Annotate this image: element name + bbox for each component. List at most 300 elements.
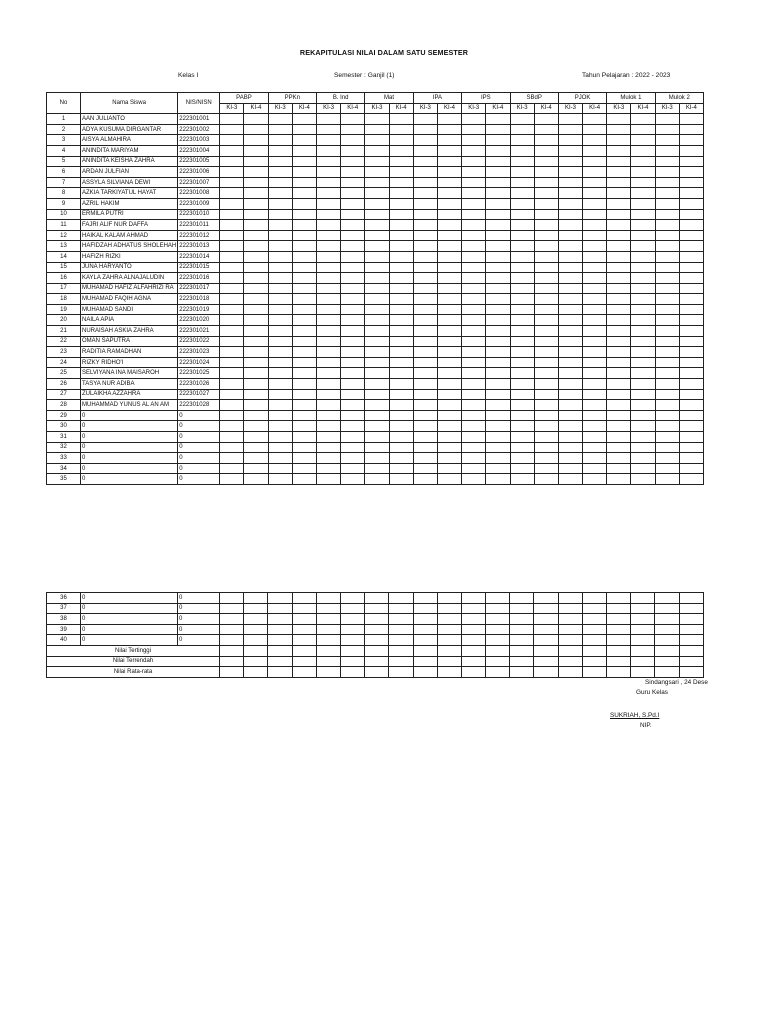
grade-cell: [413, 389, 437, 400]
grade-cell: [655, 432, 679, 443]
student-name: 0: [81, 421, 178, 432]
grade-cell: [510, 283, 534, 294]
grade-cell: [220, 188, 244, 199]
grade-cell: [558, 463, 582, 474]
student-row: [47, 294, 704, 305]
grade-cell: [389, 421, 413, 432]
grade-cell: [558, 167, 582, 178]
grade-cell: [340, 624, 364, 635]
grade-cell: [244, 357, 268, 368]
grade-cell: [655, 198, 679, 209]
student-no: 28: [47, 400, 81, 411]
grade-cell: [317, 400, 341, 411]
grade-cell: [220, 432, 244, 443]
grade-cell: [268, 368, 292, 379]
grade-cell: [317, 145, 341, 156]
grade-cell: [437, 421, 461, 432]
grade-cell: [607, 135, 631, 146]
grade-cell: [292, 421, 316, 432]
grade-cell: [292, 220, 316, 231]
header-subject: B. Ind: [317, 93, 365, 104]
grade-cell: [292, 379, 316, 390]
grade-cell: [389, 167, 413, 178]
grade-cell: [341, 283, 365, 294]
grade-cell: [486, 241, 510, 252]
student-no: 36: [47, 593, 81, 604]
grade-cell: [268, 603, 292, 614]
grade-cell: [631, 315, 655, 326]
grade-cell: [631, 251, 655, 262]
grade-cell: [462, 262, 486, 273]
grade-cell: [220, 410, 244, 421]
grade-cell: [437, 220, 461, 231]
grade-cell: [365, 167, 389, 178]
grade-cell: [292, 114, 316, 125]
grade-cell: [679, 315, 703, 326]
student-name: HAFIDZAH ADHATUS SHOLEHAH: [81, 241, 178, 252]
header-ki3: KI-3: [268, 103, 292, 114]
grade-cell: [365, 421, 389, 432]
grade-cell: [317, 326, 341, 337]
grade-cell: [437, 667, 461, 678]
grade-cell: [679, 400, 703, 411]
grade-cell: [486, 432, 510, 443]
grade-cell: [462, 283, 486, 294]
grade-cell: [220, 442, 244, 453]
grade-cell: [316, 635, 340, 646]
grade-cell: [341, 241, 365, 252]
grade-cell: [607, 656, 631, 667]
student-name: ZULAIKHA AZZAHRA: [81, 389, 178, 400]
grade-cell: [365, 453, 389, 464]
grade-cell: [510, 114, 534, 125]
grade-cell: [389, 474, 413, 485]
grade-cell: [244, 188, 268, 199]
grade-cell: [365, 273, 389, 284]
grade-cell: [413, 135, 437, 146]
grade-cell: [365, 442, 389, 453]
grade-cell: [317, 135, 341, 146]
student-row: [47, 400, 704, 411]
student-row: [47, 251, 704, 262]
grade-cell: [462, 432, 486, 443]
grade-cell: [655, 624, 679, 635]
grade-cell: [365, 635, 389, 646]
grade-cell: [510, 421, 534, 432]
header-subject: Mulok 2: [655, 93, 703, 104]
grade-cell: [510, 656, 534, 667]
grade-cell: [583, 442, 607, 453]
grade-cell: [583, 156, 607, 167]
student-no: 22: [47, 336, 81, 347]
grade-cell: [582, 624, 606, 635]
student-name: NAILA APIA: [81, 315, 178, 326]
student-row: [47, 635, 704, 646]
student-name: 0: [81, 453, 178, 464]
grade-cell: [679, 379, 703, 390]
student-no: 20: [47, 315, 81, 326]
summary-row: [47, 667, 704, 678]
grade-cell: [534, 656, 558, 667]
grade-cell: [389, 304, 413, 315]
grade-cell: [268, 645, 292, 656]
grade-cell: [679, 421, 703, 432]
student-no: 34: [47, 463, 81, 474]
grade-cell: [268, 209, 292, 220]
grade-cell: [413, 432, 437, 443]
grade-cell: [413, 667, 437, 678]
grade-cell: [413, 177, 437, 188]
grade-cell: [292, 124, 316, 135]
grade-cell: [679, 124, 703, 135]
student-name: 0: [81, 624, 178, 635]
grade-cell: [437, 209, 461, 220]
grade-cell: [317, 410, 341, 421]
grade-cell: [558, 635, 582, 646]
grade-cell: [268, 220, 292, 231]
grade-cell: [389, 283, 413, 294]
grade-cell: [679, 177, 703, 188]
student-name: RIZKY RIDHO'I: [81, 357, 178, 368]
grade-cell: [292, 593, 316, 604]
grade-cell: [220, 220, 244, 231]
grade-cell: [220, 241, 244, 252]
grade-cell: [292, 241, 316, 252]
grade-cell: [389, 400, 413, 411]
grade-cell: [486, 156, 510, 167]
grade-cell: [365, 283, 389, 294]
grade-cell: [437, 326, 461, 337]
grade-cell: [365, 262, 389, 273]
grade-cell: [583, 135, 607, 146]
student-no: 18: [47, 294, 81, 305]
grade-cell: [679, 614, 703, 625]
grade-cell: [268, 400, 292, 411]
header-subject: IPS: [462, 93, 510, 104]
grade-cell: [679, 368, 703, 379]
grade-cell: [679, 593, 703, 604]
grade-cell: [462, 273, 486, 284]
grade-cell: [341, 294, 365, 305]
student-nis: 222301015: [178, 262, 220, 273]
grade-cell: [486, 209, 510, 220]
grade-cell: [510, 198, 534, 209]
grade-cell: [607, 614, 631, 625]
grade-cell: [413, 379, 437, 390]
student-nis: 222301013: [178, 241, 220, 252]
student-row: [47, 156, 704, 167]
grade-cell: [510, 304, 534, 315]
grade-cell: [607, 230, 631, 241]
grade-cell: [317, 442, 341, 453]
grade-cell: [655, 241, 679, 252]
grade-cell: [655, 262, 679, 273]
grade-cell: [292, 400, 316, 411]
grade-cell: [582, 645, 606, 656]
grade-cell: [462, 442, 486, 453]
grade-cell: [340, 593, 364, 604]
grade-cell: [365, 593, 389, 604]
grade-cell: [583, 432, 607, 443]
grade-cell: [317, 368, 341, 379]
student-nis: 222301006: [178, 167, 220, 178]
grade-cell: [220, 177, 244, 188]
student-name: RADITIA RAMADHAN: [81, 347, 178, 358]
grade-cell: [389, 357, 413, 368]
grade-cell: [341, 251, 365, 262]
grade-cell: [558, 656, 582, 667]
grade-cell: [317, 209, 341, 220]
grade-cell: [534, 336, 558, 347]
student-row: [47, 188, 704, 199]
grade-cell: [365, 400, 389, 411]
grade-cell: [486, 124, 510, 135]
student-no: 16: [47, 273, 81, 284]
student-row: [47, 463, 704, 474]
grade-cell: [244, 389, 268, 400]
grade-cell: [631, 198, 655, 209]
student-no: 2: [47, 124, 81, 135]
grade-cell: [510, 389, 534, 400]
grade-cell: [607, 410, 631, 421]
grade-cell: [437, 262, 461, 273]
grade-cell: [462, 220, 486, 231]
grade-cell: [292, 656, 316, 667]
grade-cell: [437, 347, 461, 358]
grade-cell: [486, 273, 510, 284]
grade-cell: [679, 156, 703, 167]
signature-role: Guru Kelas: [636, 689, 668, 696]
student-row: [47, 315, 704, 326]
grade-cell: [389, 603, 413, 614]
student-row: [47, 410, 704, 421]
grade-cell: [679, 304, 703, 315]
grade-cell: [631, 379, 655, 390]
grade-cell: [365, 209, 389, 220]
grade-cell: [607, 294, 631, 305]
grade-cell: [534, 251, 558, 262]
grade-cell: [583, 421, 607, 432]
grade-cell: [389, 442, 413, 453]
signature-nip: NIP.: [640, 722, 652, 729]
grade-cell: [510, 262, 534, 273]
grade-cell: [583, 198, 607, 209]
grade-cell: [220, 167, 244, 178]
grade-cell: [655, 645, 679, 656]
grade-cell: [558, 124, 582, 135]
summary-row: [47, 656, 704, 667]
grade-cell: [341, 368, 365, 379]
grade-cell: [341, 198, 365, 209]
grade-cell: [437, 614, 461, 625]
header-student-name: Nama Siswa: [81, 93, 178, 114]
summary-label: Nilai Rata-rata: [47, 667, 220, 678]
grade-cell: [292, 357, 316, 368]
grade-cell: [583, 124, 607, 135]
grade-cell: [534, 304, 558, 315]
grade-cell: [413, 230, 437, 241]
grade-cell: [437, 593, 461, 604]
grade-cell: [268, 124, 292, 135]
grade-cell: [268, 304, 292, 315]
grade-cell: [220, 368, 244, 379]
grade-cell: [486, 315, 510, 326]
grade-cell: [365, 145, 389, 156]
grade-cell: [558, 326, 582, 337]
grade-cell: [413, 603, 437, 614]
grade-cell: [534, 421, 558, 432]
grade-cell: [437, 145, 461, 156]
grade-cell: [244, 442, 268, 453]
grade-cell: [631, 177, 655, 188]
grade-cell: [558, 177, 582, 188]
grade-cell: [486, 614, 510, 625]
student-no: 6: [47, 167, 81, 178]
student-no: 37: [47, 603, 81, 614]
grade-cell: [462, 167, 486, 178]
grade-cell: [244, 315, 268, 326]
grade-cell: [316, 656, 340, 667]
grade-cell: [389, 614, 413, 625]
grade-cell: [437, 400, 461, 411]
grade-cell: [365, 294, 389, 305]
grade-cell: [413, 474, 437, 485]
grade-cell: [679, 347, 703, 358]
student-nis: 222301007: [178, 177, 220, 188]
grade-cell: [365, 667, 389, 678]
grade-cell: [220, 251, 244, 262]
grade-cell: [220, 635, 244, 646]
grade-cell: [268, 474, 292, 485]
grade-cell: [317, 463, 341, 474]
grade-cell: [558, 421, 582, 432]
grade-cell: [389, 410, 413, 421]
grade-cell: [220, 209, 244, 220]
grade-cell: [510, 167, 534, 178]
grade-cell: [510, 294, 534, 305]
grade-cell: [631, 624, 655, 635]
student-no: 39: [47, 624, 81, 635]
document-title: REKAPITULASI NILAI DALAM SATU SEMESTER: [299, 48, 469, 57]
grade-cell: [341, 400, 365, 411]
grade-cell: [655, 442, 679, 453]
grade-cell: [631, 357, 655, 368]
grade-cell: [389, 135, 413, 146]
grade-cell: [534, 326, 558, 337]
grade-cell: [655, 347, 679, 358]
student-name: ASSYLA SILVIANA DEWI: [81, 177, 178, 188]
grade-cell: [268, 442, 292, 453]
grade-cell: [268, 273, 292, 284]
grade-cell: [486, 167, 510, 178]
grade-cell: [244, 421, 268, 432]
grade-cell: [244, 114, 268, 125]
grade-cell: [462, 198, 486, 209]
grade-cell: [389, 667, 413, 678]
grade-cell: [534, 273, 558, 284]
grade-cell: [510, 273, 534, 284]
grade-cell: [607, 198, 631, 209]
grade-cell: [655, 294, 679, 305]
student-nis: 0: [178, 603, 220, 614]
grade-cell: [486, 368, 510, 379]
student-row: [47, 220, 704, 231]
grade-cell: [583, 326, 607, 337]
grade-cell: [461, 667, 485, 678]
grade-cell: [583, 294, 607, 305]
grade-cell: [558, 368, 582, 379]
student-no: 9: [47, 198, 81, 209]
grade-cell: [631, 667, 655, 678]
grade-cell: [534, 463, 558, 474]
grade-cell: [341, 463, 365, 474]
grade-cell: [317, 432, 341, 443]
student-name: FAJRI ALIF NUR DAFFA: [81, 220, 178, 231]
grade-cell: [607, 421, 631, 432]
student-nis: 0: [178, 614, 220, 625]
grade-cell: [268, 463, 292, 474]
grade-cell: [220, 145, 244, 156]
header-ki3: KI-3: [655, 103, 679, 114]
grade-cell: [292, 336, 316, 347]
grade-cell: [534, 432, 558, 443]
grade-cell: [534, 614, 558, 625]
grade-cell: [558, 593, 582, 604]
grade-cell: [316, 645, 340, 656]
grade-cell: [486, 593, 510, 604]
student-name: ERMILA PUTRI: [81, 209, 178, 220]
grade-cell: [462, 294, 486, 305]
grade-cell: [486, 304, 510, 315]
grade-cell: [510, 635, 534, 646]
grade-cell: [558, 603, 582, 614]
grade-cell: [534, 347, 558, 358]
grade-cell: [558, 198, 582, 209]
grade-cell: [220, 463, 244, 474]
grade-cell: [389, 593, 413, 604]
student-no: 26: [47, 379, 81, 390]
grade-cell: [655, 368, 679, 379]
grade-cell: [558, 283, 582, 294]
grade-cell: [607, 624, 631, 635]
grade-cell: [413, 124, 437, 135]
grade-cell: [558, 156, 582, 167]
grade-cell: [220, 273, 244, 284]
student-name: 0: [81, 432, 178, 443]
grade-cell: [679, 198, 703, 209]
grade-cell: [341, 453, 365, 464]
grade-cell: [268, 188, 292, 199]
grade-cell: [510, 410, 534, 421]
grade-cell: [607, 273, 631, 284]
student-nis: 222301021: [178, 326, 220, 337]
student-name: MUHAMAD FAQIH AGNA: [81, 294, 178, 305]
grade-cell: [316, 603, 340, 614]
grade-cell: [341, 209, 365, 220]
grade-cell: [268, 177, 292, 188]
grade-cell: [341, 421, 365, 432]
grade-cell: [244, 167, 268, 178]
grade-cell: [486, 656, 510, 667]
grade-cell: [317, 124, 341, 135]
header-ki3: KI-3: [607, 103, 631, 114]
summary-label: Nilai Tertinggi: [47, 645, 220, 656]
grade-cell: [220, 315, 244, 326]
grade-cell: [631, 262, 655, 273]
student-no: 14: [47, 251, 81, 262]
grade-cell: [679, 474, 703, 485]
student-row: [47, 230, 704, 241]
